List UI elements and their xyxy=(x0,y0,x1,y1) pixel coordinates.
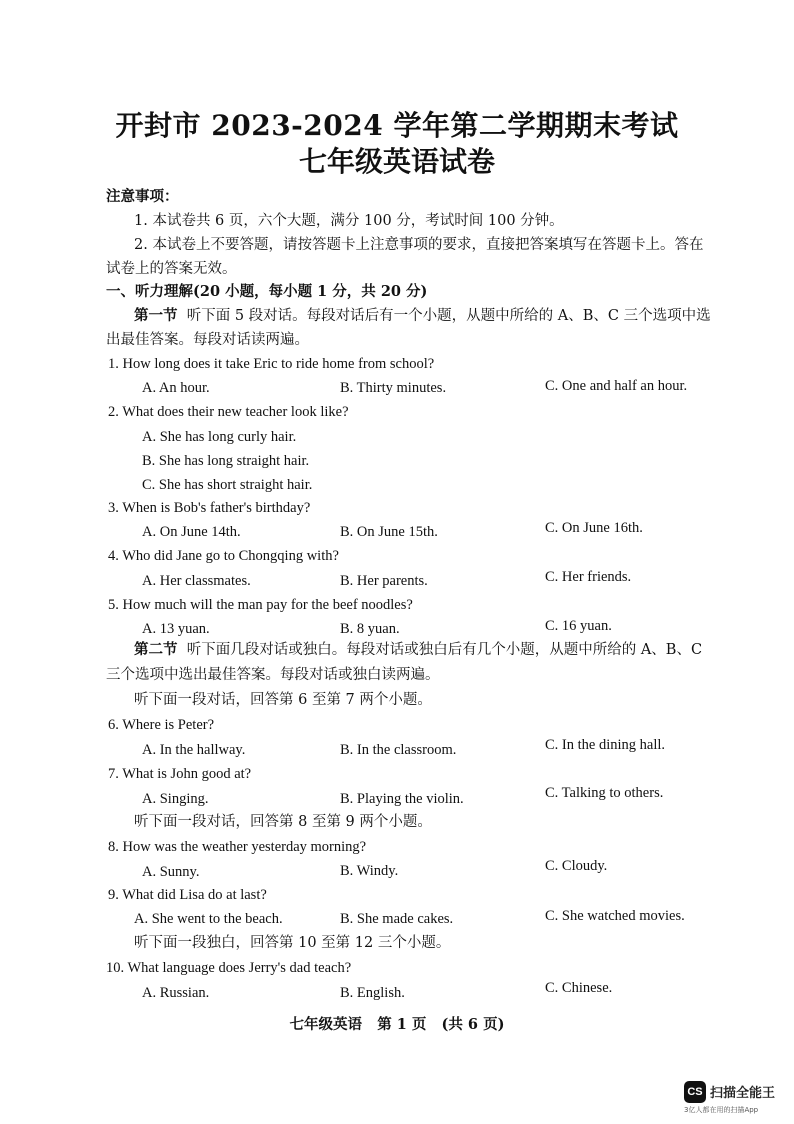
q4-option-c: C. Her friends. xyxy=(545,569,632,585)
question-1: 1. How long does it take Eric to ride home from school? xyxy=(108,356,435,372)
camscanner-logo-icon: CS xyxy=(684,1081,706,1103)
q2-option-a: A. She has long curly hair. xyxy=(142,429,297,445)
q7-option-a: A. Singing. xyxy=(142,791,209,807)
q7-option-c: C. Talking to others. xyxy=(545,785,664,801)
page-footer: 七年级英语 第 1 页 (共 6 页) xyxy=(289,1016,505,1033)
hint-q8-q9: 听下面一段对话，回答第 8 至第 9 两个小题。 xyxy=(134,814,432,830)
q2-option-c: C. She has short straight hair. xyxy=(142,477,313,493)
q5-option-c: C. 16 yuan. xyxy=(545,618,612,634)
q10-option-c: C. Chinese. xyxy=(545,980,613,996)
watermark-tagline: 3亿人都在用的扫描App xyxy=(684,1106,759,1114)
question-9: 9. What did Lisa do at last? xyxy=(108,887,267,903)
q1-option-c: C. One and half an hour. xyxy=(545,378,688,394)
question-10: 10. What language does Jerry's dad teach? xyxy=(106,960,352,976)
part2-label: 第二节 xyxy=(134,641,178,658)
exam-subtitle: 七年级英语试卷 xyxy=(298,145,495,178)
question-3: 3. When is Bob's father's birthday? xyxy=(108,500,311,516)
q4-option-b: B. Her parents. xyxy=(340,573,428,589)
q8-option-b: B. Windy. xyxy=(340,863,399,879)
q6-option-b: B. In the classroom. xyxy=(340,742,457,758)
hint-q6-q7: 听下面一段对话，回答第 6 至第 7 两个小题。 xyxy=(134,692,432,708)
q6-option-a: A. In the hallway. xyxy=(142,742,246,758)
q10-option-a: A. Russian. xyxy=(142,985,210,1001)
q8-option-a: A. Sunny. xyxy=(142,864,200,880)
part1-instruction: 第一节 听下面 5 段对话。每段对话后有一个小题，从题中所给的 A、B、C 三个选项中选 xyxy=(134,307,711,324)
hint-q10-q12: 听下面一段独白，回答第 10 至第 12 三个小题。 xyxy=(134,935,451,951)
notes-heading: 注意事项： xyxy=(106,188,179,205)
q3-option-a: A. On June 14th. xyxy=(142,524,241,540)
q3-option-b: B. On June 15th. xyxy=(340,524,438,540)
question-8: 8. How was the weather yesterday morning? xyxy=(108,839,367,855)
note-item-2: 2. 本试卷上不要答题，请按答题卡上注意事项的要求，直接把答案填写在答题卡上。答在 xyxy=(134,237,704,253)
scanner-watermark xyxy=(684,1081,784,1117)
q2-option-b: B. She has long straight hair. xyxy=(142,453,310,469)
question-6: 6. Where is Peter? xyxy=(108,717,215,733)
q4-option-a: A. Her classmates. xyxy=(142,573,251,589)
part2-instruction-cont: 三个选项中选出最佳答案。每段对话或独白读两遍。 xyxy=(106,667,440,683)
q9-option-c: C. She watched movies. xyxy=(545,908,685,924)
section-heading: 一、听力理解(20 小题，每小题 1 分，共 20 分) xyxy=(106,283,428,300)
note-item-1: 1. 本试卷共 6 页，六个大题，满分 100 分，考试时间 100 分钟。 xyxy=(134,213,564,229)
note-item-2-cont: 试卷上的答案无效。 xyxy=(106,261,237,277)
q7-option-b: B. Playing the violin. xyxy=(340,791,464,807)
q8-option-c: C. Cloudy. xyxy=(545,858,608,874)
q3-option-c: C. On June 16th. xyxy=(545,520,643,536)
part1-label: 第一节 xyxy=(134,307,178,324)
part2-instruction: 第二节 听下面几段对话或独白。每段对话或独白后有几个小题，从题中所给的 A、B、C xyxy=(134,641,703,658)
q1-option-a: A. An hour. xyxy=(142,380,210,396)
q5-option-a: A. 13 yuan. xyxy=(142,621,210,637)
watermark-app-name: 扫描全能王 xyxy=(710,1086,776,1101)
part1-instruction-cont: 出最佳答案。每段对话读两遍。 xyxy=(106,332,309,348)
q6-option-c: C. In the dining hall. xyxy=(545,737,666,753)
q5-option-b: B. 8 yuan. xyxy=(340,621,400,637)
q9-option-b: B. She made cakes. xyxy=(340,911,454,927)
q10-option-b: B. English. xyxy=(340,985,405,1001)
exam-title: 开封市 2023-2024 学年第二学期期末考试 xyxy=(115,109,679,142)
question-4: 4. Who did Jane go to Chongqing with? xyxy=(108,548,339,564)
q1-option-b: B. Thirty minutes. xyxy=(340,380,447,396)
question-2: 2. What does their new teacher look like? xyxy=(108,404,349,420)
question-7: 7. What is John good at? xyxy=(108,766,252,782)
question-5: 5. How much will the man pay for the beef noodles? xyxy=(108,597,413,613)
q9-option-a: A. She went to the beach. xyxy=(134,911,283,927)
